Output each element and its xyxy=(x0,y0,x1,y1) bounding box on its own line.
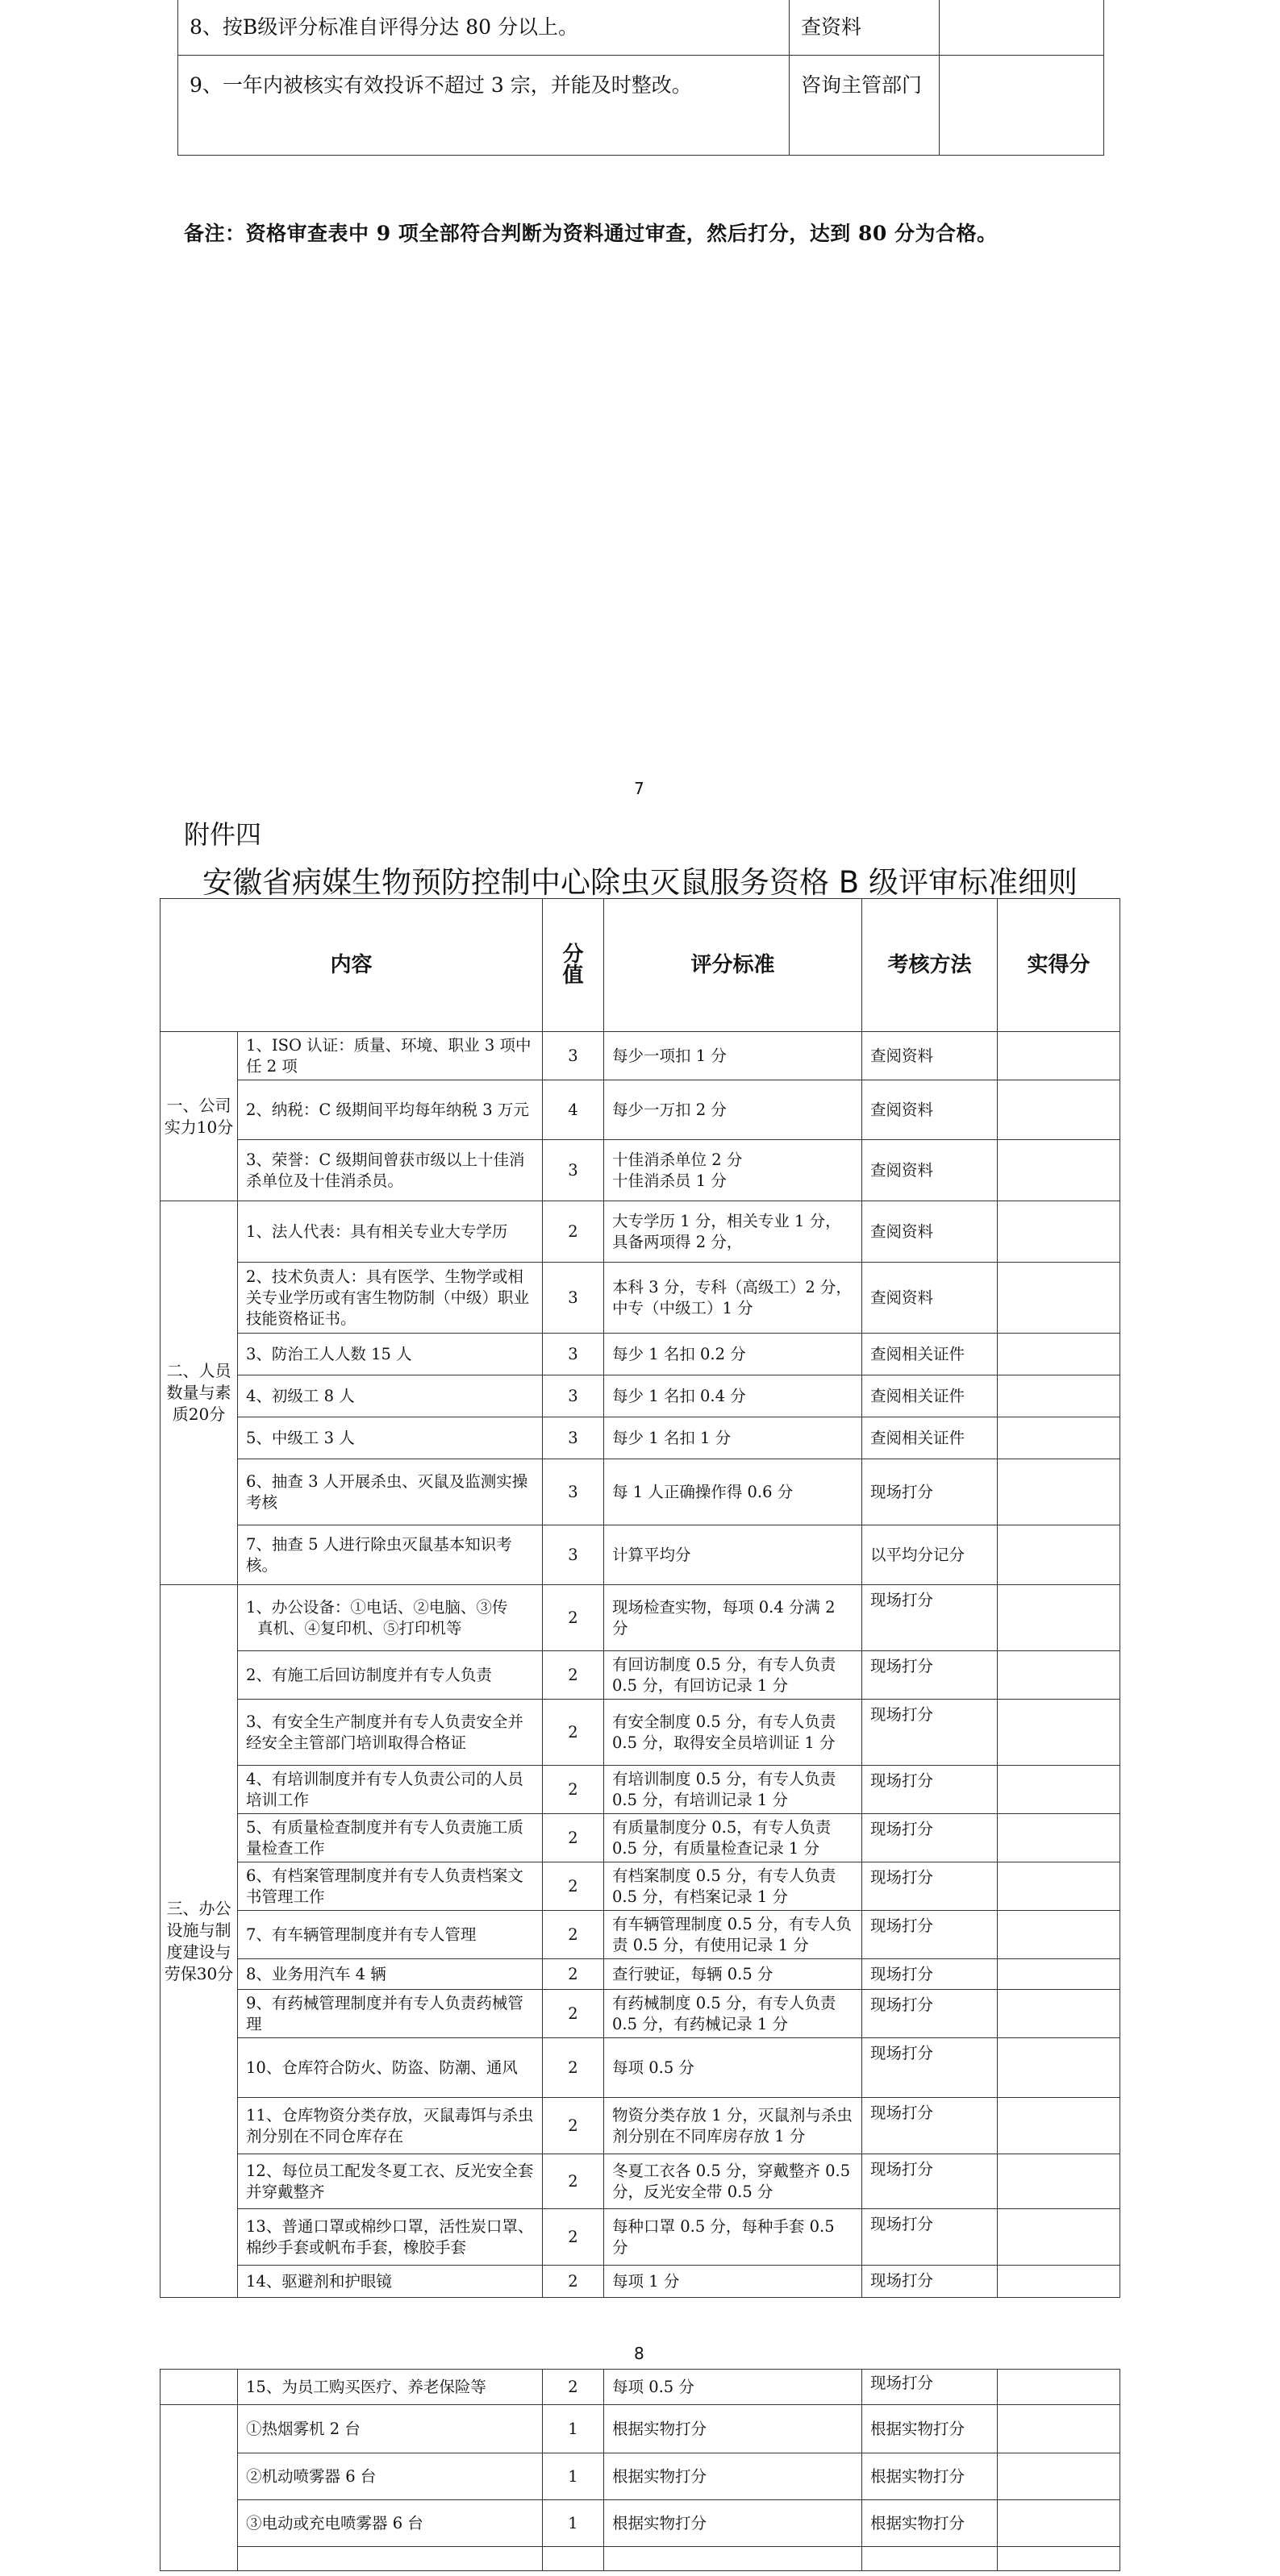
method-cell: 现场打分 xyxy=(862,1700,998,1766)
table-row xyxy=(161,2154,1120,2209)
criteria-cell: 计算平均分 xyxy=(604,1525,862,1585)
content-cell: 6、抽查 3 人开展杀虫、灭鼠及监测实操考核 xyxy=(238,1459,543,1525)
criteria-cell: 每少 1 名扣 0.2 分 xyxy=(604,1334,862,1375)
method-cell: 查阅资料 xyxy=(862,1080,998,1140)
method-cell: 现场打分 xyxy=(862,1814,998,1862)
criteria-cell: 本科 3 分，专科（高级工）2 分，中专（中级工）1 分 xyxy=(604,1263,862,1334)
content-cell: 4、初级工 8 人 xyxy=(238,1375,543,1417)
content-cell: 2、有施工后回访制度并有专人负责 xyxy=(238,1651,543,1700)
criteria-cell: 每项 0.5 分 xyxy=(604,2038,862,2098)
score-cell: 2 xyxy=(543,2038,604,2098)
score-cell: 2 xyxy=(543,1585,604,1651)
method-cell: 查阅相关证件 xyxy=(862,1417,998,1459)
criteria-cell: 物资分类存放 1 分，灭鼠剂与杀虫剂分别在不同库房存放 1 分 xyxy=(604,2098,862,2154)
actual-score-cell xyxy=(998,2209,1120,2266)
table-row xyxy=(161,2098,1120,2154)
score-cell: 3 xyxy=(543,1525,604,1585)
table-row xyxy=(161,1814,1120,1862)
content-cell xyxy=(238,1585,543,1651)
actual-score-cell xyxy=(998,2038,1120,2098)
criteria-cell: 根据实物打分 xyxy=(604,2405,862,2453)
criteria-cell: 每种口罩 0.5 分，每种手套 0.5 分 xyxy=(604,2209,862,2266)
content-cell: 3、荣誉：C 级期间曾获市级以上十佳消杀单位及十佳消杀员。 xyxy=(238,1140,543,1201)
method-cell: 根据实物打分 xyxy=(862,2500,998,2547)
method-cell: 根据实物打分 xyxy=(862,2405,998,2453)
table-row xyxy=(161,2038,1120,2098)
qualification-table-fragment xyxy=(177,0,1104,156)
table-row xyxy=(178,56,1104,156)
content-cell: 5、有质量检查制度并有专人负责施工质量检查工作 xyxy=(238,1814,543,1862)
table-row xyxy=(161,1459,1120,1525)
table-row xyxy=(161,1862,1120,1911)
content-cell: 2、技术负责人：具有医学、生物学或相关专业学历或有害生物防制（中级）职业技能资格证书。 xyxy=(238,1263,543,1334)
method-cell: 查阅资料 xyxy=(862,1140,998,1201)
actual-score-cell xyxy=(998,1700,1120,1766)
table-row xyxy=(161,1140,1120,1201)
content-cell: ②机动喷雾器 6 台 xyxy=(238,2453,543,2500)
criteria-cell: 每少一万扣 2 分 xyxy=(604,1080,862,1140)
extra-cell xyxy=(940,0,1104,56)
table-row xyxy=(161,2500,1120,2547)
method-cell: 查阅相关证件 xyxy=(862,1375,998,1417)
score-cell: 3 xyxy=(543,1417,604,1459)
table-row xyxy=(161,1585,1120,1651)
header-row xyxy=(161,899,1120,1032)
actual-score-cell xyxy=(998,1263,1120,1334)
content-cell: 5、中级工 3 人 xyxy=(238,1417,543,1459)
score-cell: 3 xyxy=(543,1263,604,1334)
actual-score-cell xyxy=(998,1959,1120,1990)
score-cell: 3 xyxy=(543,1334,604,1375)
table-row xyxy=(178,0,1104,56)
table-row xyxy=(161,1911,1120,1959)
table-row xyxy=(161,1651,1120,1700)
score-cell: 2 xyxy=(543,1911,604,1959)
content-cell: 3、有安全生产制度并有专人负责安全并经安全主管部门培训取得合格证 xyxy=(238,1700,543,1766)
content-cell: 10、仓库符合防火、防盗、防潮、通风 xyxy=(238,2038,543,2098)
table-row xyxy=(161,2370,1120,2405)
method-cell: 查资料 xyxy=(790,0,940,56)
content-cell: 1、ISO 认证：质量、环境、职业 3 项中任 2 项 xyxy=(238,1032,543,1080)
method-cell: 现场打分 xyxy=(862,2266,998,2298)
actual-score-cell xyxy=(998,1201,1120,1263)
category-cell: 一、公司实力10分 xyxy=(161,1032,238,1201)
content-cell: 8、按B级评分标准自评得分达 80 分以上。 xyxy=(178,0,790,56)
content-cell: 12、每位员工配发冬夏工衣、反光安全套并穿戴整齐 xyxy=(238,2154,543,2209)
table-row xyxy=(161,1032,1120,1080)
content-line: 1、办公设备：①电话、②电脑、③传 xyxy=(246,1597,508,1617)
actual-score-cell xyxy=(998,1459,1120,1525)
score-cell: 1 xyxy=(543,2405,604,2453)
method-cell: 现场打分 xyxy=(862,2038,998,2098)
header-score: 分值 xyxy=(543,899,604,1032)
method-cell: 现场打分 xyxy=(862,1585,998,1651)
score-cell: 2 xyxy=(543,2209,604,2266)
actual-score-cell xyxy=(998,1375,1120,1417)
content-cell: 9、有药械管理制度并有专人负责药械管理 xyxy=(238,1990,543,2038)
header-criteria: 评分标准 xyxy=(604,899,862,1032)
content-cell: 6、有档案管理制度并有专人负责档案文书管理工作 xyxy=(238,1862,543,1911)
criteria-cell: 每项 0.5 分 xyxy=(604,2370,862,2405)
content-cell: 9、一年内被核实有效投诉不超过 3 宗，并能及时整改。 xyxy=(178,56,790,156)
content-cell: 3、防治工人人数 15 人 xyxy=(238,1334,543,1375)
score-cell: 2 xyxy=(543,2098,604,2154)
content-cell: 13、普通口罩或棉纱口罩，活性炭口罩、棉纱手套或帆布手套，橡胶手套 xyxy=(238,2209,543,2266)
content-cell: 4、有培训制度并有专人负责公司的人员培训工作 xyxy=(238,1766,543,1814)
content-cell: ①热烟雾机 2 台 xyxy=(238,2405,543,2453)
method-cell: 现场打分 xyxy=(862,1459,998,1525)
score-cell: 2 xyxy=(543,1766,604,1814)
table-row xyxy=(161,1525,1120,1585)
annex-label: 附件四 xyxy=(184,819,262,850)
actual-score-cell xyxy=(998,1766,1120,1814)
method-cell: 以平均分记分 xyxy=(862,1525,998,1585)
table-row xyxy=(161,1959,1120,1990)
score-cell: 2 xyxy=(543,2266,604,2298)
criteria-cell: 有质量制度分 0.5，有专人负责 0.5 分，有质量检查记录 1 分 xyxy=(604,1814,862,1862)
header-method: 考核方法 xyxy=(862,899,998,1032)
table-row xyxy=(161,1201,1120,1263)
content-cell: 8、业务用汽车 4 辆 xyxy=(238,1959,543,1990)
method-cell: 现场打分 xyxy=(862,1862,998,1911)
content-cell: 11、仓库物资分类存放，灭鼠毒饵与杀虫剂分别在不同仓库存在 xyxy=(238,2098,543,2154)
table-row xyxy=(161,1375,1120,1417)
actual-score-cell xyxy=(998,1080,1120,1140)
method-cell: 查阅资料 xyxy=(862,1263,998,1334)
actual-score-cell xyxy=(998,2154,1120,2209)
criteria-cell: 查行驶证，每辆 0.5 分 xyxy=(604,1959,862,1990)
actual-score-cell xyxy=(998,2453,1120,2500)
table-row xyxy=(161,1766,1120,1814)
actual-score-cell xyxy=(998,2266,1120,2298)
remark-note: 备注：资格审查表中 9 项全部符合判断为资料通过审查，然后打分，达到 80 分为合格。 xyxy=(184,222,998,245)
content-line: 真机、④复印机、⑤打印机等 xyxy=(257,1618,462,1638)
content-cell: 2、纳税：C 级期间平均每年纳税 3 万元 xyxy=(238,1080,543,1140)
score-cell xyxy=(543,2547,604,2571)
score-cell: 2 xyxy=(543,1990,604,2038)
content-cell xyxy=(238,2547,543,2571)
content-cell: 7、抽查 5 人进行除虫灭鼠基本知识考核。 xyxy=(238,1525,543,1585)
method-cell: 查阅资料 xyxy=(862,1032,998,1080)
actual-score-cell xyxy=(998,1862,1120,1911)
table-row xyxy=(161,1990,1120,2038)
method-cell: 现场打分 xyxy=(862,1651,998,1700)
score-cell: 2 xyxy=(543,1201,604,1263)
content-cell: ③电动或充电喷雾器 6 台 xyxy=(238,2500,543,2547)
method-cell: 根据实物打分 xyxy=(862,2453,998,2500)
criteria-cell: 根据实物打分 xyxy=(604,2453,862,2500)
criteria-cell: 有车辆管理制度 0.5 分，有专人负责 0.5 分，有使用记录 1 分 xyxy=(604,1911,862,1959)
score-cell: 3 xyxy=(543,1032,604,1080)
actual-score-cell xyxy=(998,2500,1120,2547)
score-cell: 2 xyxy=(543,1814,604,1862)
evaluation-criteria-table-continued xyxy=(160,2369,1120,2571)
actual-score-cell xyxy=(998,1585,1120,1651)
score-cell: 2 xyxy=(543,1651,604,1700)
actual-score-cell xyxy=(998,2370,1120,2405)
method-cell: 现场打分 xyxy=(862,2370,998,2405)
criteria-cell: 有回访制度 0.5 分，有专人负责 0.5 分，有回访记录 1 分 xyxy=(604,1651,862,1700)
criteria-cell: 每 1 人正确操作得 0.6 分 xyxy=(604,1459,862,1525)
table-row xyxy=(161,2453,1120,2500)
actual-score-cell xyxy=(998,1417,1120,1459)
actual-score-cell xyxy=(998,1032,1120,1080)
page-number: 7 xyxy=(634,779,644,798)
table-row xyxy=(161,2405,1120,2453)
criteria-cell: 有药械制度 0.5 分，有专人负责 0.5 分，有药械记录 1 分 xyxy=(604,1990,862,2038)
criteria-cell: 大专学历 1 分，相关专业 1 分，具备两项得 2 分， xyxy=(604,1201,862,1263)
category-cell xyxy=(161,2405,238,2571)
criteria-cell: 根据实物打分 xyxy=(604,2500,862,2547)
score-cell: 2 xyxy=(543,2370,604,2405)
category-cell: 二、人员数量与素质20分 xyxy=(161,1201,238,1585)
method-cell: 现场打分 xyxy=(862,1990,998,2038)
criteria-cell: 冬夏工衣各 0.5 分，穿戴整齐 0.5 分，反光安全带 0.5 分 xyxy=(604,2154,862,2209)
criteria-cell: 每少一项扣 1 分 xyxy=(604,1032,862,1080)
score-cell: 3 xyxy=(543,1375,604,1417)
content-cell: 7、有车辆管理制度并有专人管理 xyxy=(238,1911,543,1959)
score-cell: 2 xyxy=(543,1700,604,1766)
score-cell: 1 xyxy=(543,2500,604,2547)
score-cell: 2 xyxy=(543,1862,604,1911)
score-cell: 3 xyxy=(543,1140,604,1201)
criteria-cell: 现场检查实物，每项 0.4 分满 2 分 xyxy=(604,1585,862,1651)
score-cell: 2 xyxy=(543,1959,604,1990)
actual-score-cell xyxy=(998,1814,1120,1862)
page-number: 8 xyxy=(634,2344,644,2363)
criteria-cell: 有安全制度 0.5 分，有专人负责 0.5 分，取得安全员培训证 1 分 xyxy=(604,1700,862,1766)
criteria-cell xyxy=(604,2547,862,2571)
actual-score-cell xyxy=(998,1140,1120,1201)
page-title: 安徽省病媒生物预防控制中心除虫灭鼠服务资格 B 级评审标准细则 xyxy=(202,865,1078,900)
table-row xyxy=(161,1417,1120,1459)
actual-score-cell xyxy=(998,2547,1120,2571)
score-cell: 4 xyxy=(543,1080,604,1140)
actual-score-cell xyxy=(998,1334,1120,1375)
actual-score-cell xyxy=(998,1990,1120,2038)
category-cell xyxy=(161,2370,238,2405)
method-cell: 咨询主管部门 xyxy=(790,56,940,156)
content-cell: 14、驱避剂和护眼镜 xyxy=(238,2266,543,2298)
method-cell: 现场打分 xyxy=(862,1766,998,1814)
method-cell: 现场打分 xyxy=(862,1911,998,1959)
score-cell: 3 xyxy=(543,1459,604,1525)
criteria-cell: 每少 1 名扣 1 分 xyxy=(604,1417,862,1459)
extra-cell xyxy=(940,56,1104,156)
method-cell: 现场打分 xyxy=(862,2209,998,2266)
evaluation-criteria-table xyxy=(160,898,1120,2298)
table-row xyxy=(161,2209,1120,2266)
header-content: 内容 xyxy=(161,899,543,1032)
criteria-cell: 每少 1 名扣 0.4 分 xyxy=(604,1375,862,1417)
method-cell: 现场打分 xyxy=(862,2154,998,2209)
criteria-cell: 十佳消杀单位 2 分 十佳消杀员 1 分 xyxy=(604,1140,862,1201)
method-cell: 现场打分 xyxy=(862,1959,998,1990)
method-cell: 查阅资料 xyxy=(862,1201,998,1263)
criteria-cell: 有培训制度 0.5 分，有专人负责 0.5 分，有培训记录 1 分 xyxy=(604,1766,862,1814)
actual-score-cell xyxy=(998,2098,1120,2154)
content-cell: 15、为员工购买医疗、养老保险等 xyxy=(238,2370,543,2405)
table-row xyxy=(161,1334,1120,1375)
actual-score-cell xyxy=(998,1525,1120,1585)
actual-score-cell xyxy=(998,1911,1120,1959)
table-row xyxy=(161,1700,1120,1766)
actual-score-cell xyxy=(998,1651,1120,1700)
actual-score-cell xyxy=(998,2405,1120,2453)
score-cell: 1 xyxy=(543,2453,604,2500)
content-cell: 1、法人代表：具有相关专业大专学历 xyxy=(238,1201,543,1263)
category-cell: 三、办公设施与制度建设与劳保30分 xyxy=(161,1585,238,2298)
table-row xyxy=(161,2547,1120,2571)
table-row xyxy=(161,1263,1120,1334)
table-row xyxy=(161,2266,1120,2298)
method-cell: 现场打分 xyxy=(862,2098,998,2154)
method-cell xyxy=(862,2547,998,2571)
method-cell: 查阅相关证件 xyxy=(862,1334,998,1375)
header-actual: 实得分 xyxy=(998,899,1120,1032)
table-row xyxy=(161,1080,1120,1140)
score-cell: 2 xyxy=(543,2154,604,2209)
criteria-cell: 每项 1 分 xyxy=(604,2266,862,2298)
criteria-cell: 有档案制度 0.5 分，有专人负责 0.5 分，有档案记录 1 分 xyxy=(604,1862,862,1911)
